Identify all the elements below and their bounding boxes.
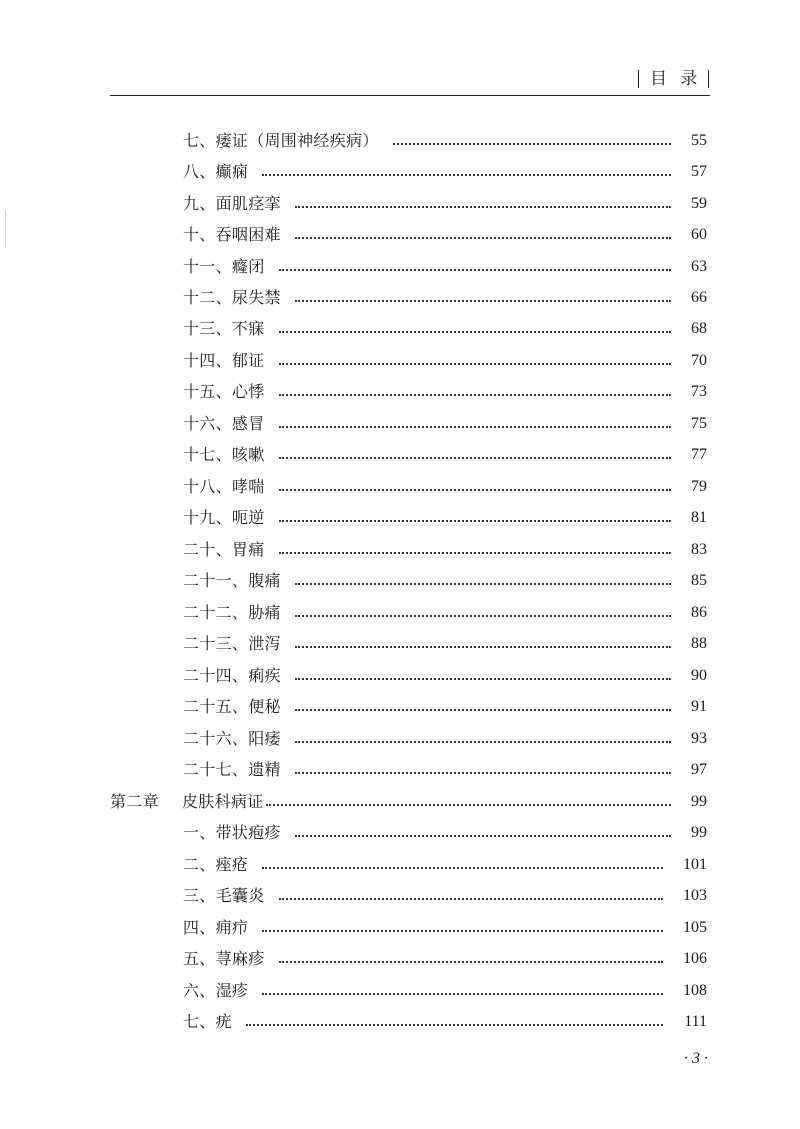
toc-entry-page: 91: [691, 698, 707, 715]
toc-entry-page: 70: [691, 352, 707, 369]
toc-entry-label: 十七、咳嗽: [183, 445, 265, 464]
toc-entry[interactable]: [183, 380, 707, 404]
toc-leader-dots: [262, 993, 663, 995]
toc-entry-page: 111: [684, 1013, 707, 1030]
toc-leader-dots: [295, 835, 671, 837]
toc-entry-label: 十二、尿失禁: [183, 288, 281, 307]
toc-entry-label: 二十七、遗精: [183, 760, 281, 779]
toc-entry[interactable]: [183, 475, 707, 499]
toc-entry[interactable]: [183, 853, 707, 877]
toc-entry-label: 三、毛囊炎: [183, 886, 265, 905]
toc-entry-page: 101: [683, 856, 707, 873]
toc-entry[interactable]: [183, 695, 707, 719]
toc-entry-label: 十五、心悸: [183, 382, 265, 401]
toc-entry[interactable]: [183, 947, 707, 971]
toc-leader-dots: [295, 741, 671, 743]
toc-leader-dots: [279, 520, 671, 522]
toc-entry-label: 十一、癃闭: [183, 257, 265, 276]
toc-entry[interactable]: [183, 160, 707, 184]
toc-entry-label: 十八、哮喘: [183, 477, 265, 496]
toc-entry-label: 十六、感冒: [183, 414, 265, 433]
chapter-page: 99: [691, 793, 707, 810]
toc-entry[interactable]: [183, 223, 707, 247]
chapter-title: 皮肤科病证: [182, 792, 264, 811]
toc-entry-label: 六、湿疹: [183, 981, 249, 1000]
toc-entry-page: 93: [691, 730, 707, 747]
toc-leader-dots: [295, 646, 671, 648]
toc-entry-page: 73: [691, 383, 707, 400]
toc-entry-page: 75: [691, 415, 707, 432]
toc-entry[interactable]: [183, 538, 707, 562]
toc-entry-label: 二、痤疮: [183, 855, 249, 874]
toc-leader-dots: [262, 930, 663, 932]
toc-leader-dots: [295, 709, 671, 711]
toc-leader-dots: [279, 489, 671, 491]
toc-entry[interactable]: [183, 1010, 707, 1034]
toc-entry-page: 90: [691, 667, 707, 684]
toc-entry-page: 105: [683, 919, 707, 936]
toc-entry[interactable]: [183, 317, 707, 341]
toc-entry-page: 77: [691, 446, 707, 463]
toc-entry[interactable]: [183, 569, 707, 593]
toc-leader-dots: [279, 331, 671, 333]
toc-entry[interactable]: [183, 916, 707, 940]
toc-entry[interactable]: [183, 601, 707, 625]
header-title: 目 录: [650, 69, 702, 89]
toc-leader-dots: [279, 269, 671, 271]
toc-entry-label: 七、疣: [183, 1012, 232, 1031]
toc-entry-label: 八、癫痫: [183, 162, 249, 181]
toc-entry[interactable]: [183, 632, 707, 656]
toc-entry-label: 七、痿证（周围神经疾病）: [183, 131, 379, 150]
toc-entry-label: 二十四、痢疾: [183, 666, 281, 685]
toc-leader-dots: [262, 867, 663, 869]
toc-entry-page: 57: [691, 163, 707, 180]
toc-leader-dots: [295, 772, 671, 774]
toc-leader-dots: [295, 206, 671, 208]
toc-entry-page: 63: [691, 258, 707, 275]
toc-entry[interactable]: [183, 349, 707, 373]
toc-entry-page: 97: [691, 761, 707, 778]
toc-entry-label: 二十三、泄泻: [183, 634, 281, 653]
toc-entry[interactable]: [183, 758, 707, 782]
toc-leader-dots: [279, 426, 671, 428]
toc-entry[interactable]: [183, 979, 707, 1003]
toc-leader-dots: [295, 237, 671, 239]
toc-leader-dots: [295, 615, 671, 617]
toc-entry-label: 二十五、便秘: [183, 697, 281, 716]
toc-leader-dots: [295, 678, 671, 680]
toc-entry-label: 四、痈疖: [183, 918, 249, 937]
toc-entry-page: 79: [691, 478, 707, 495]
toc-entry[interactable]: [183, 506, 707, 530]
toc-entry[interactable]: [183, 286, 707, 310]
toc-leader-dots: [295, 300, 671, 302]
toc-leader-dots: [279, 961, 663, 963]
toc-entry-page: 106: [683, 950, 707, 967]
toc-entry-page: 59: [691, 195, 707, 212]
toc-entry[interactable]: [183, 884, 707, 908]
toc-chapter-entry[interactable]: [110, 790, 707, 814]
toc-entry-label: 十三、不寐: [183, 319, 265, 338]
toc-entry[interactable]: [183, 821, 707, 845]
toc-leader-dots: [279, 363, 671, 365]
toc-entry-page: 55: [691, 132, 707, 149]
toc-entry-page: 103: [683, 887, 707, 904]
toc-leader-dots: [262, 174, 671, 176]
toc-leader-dots: [295, 583, 671, 585]
toc-leader-dots: [393, 143, 671, 145]
chapter-number: 第二章: [110, 792, 159, 811]
toc-entry-page: 66: [691, 289, 707, 306]
toc-leader-dots: [279, 457, 671, 459]
toc-entry-page: 88: [691, 635, 707, 652]
toc-entry-label: 十、吞咽困难: [183, 225, 281, 244]
toc-entry-label: 二十六、阳痿: [183, 729, 281, 748]
toc-entry-label: 九、面肌痉挛: [183, 194, 281, 213]
toc-entry-label: 十四、郁证: [183, 351, 265, 370]
toc-entry-page: 81: [691, 509, 707, 526]
toc-entry-label: 二十、胃痛: [183, 540, 265, 559]
toc-leader-dots: [246, 1024, 663, 1026]
toc-entry[interactable]: [183, 443, 707, 467]
toc-entry-label: 五、荨麻疹: [183, 949, 265, 968]
toc-leader-dots: [279, 552, 671, 554]
toc-entry-page: 83: [691, 541, 707, 558]
toc-entry[interactable]: [183, 129, 707, 153]
toc-entry-page: 85: [691, 572, 707, 589]
toc-entry[interactable]: [183, 255, 707, 279]
toc-entry-label: 十九、呃逆: [183, 508, 265, 527]
toc-entry-page: 86: [691, 604, 707, 621]
toc-leader-dots: [266, 804, 671, 806]
toc-entry[interactable]: [183, 412, 707, 436]
toc-entry[interactable]: [183, 192, 707, 216]
toc-leader-dots: [279, 394, 671, 396]
toc-entry-label: 一、带状疱疹: [183, 823, 281, 842]
toc-entry-page: 60: [691, 226, 707, 243]
toc-leader-dots: [279, 898, 663, 900]
toc-entry-page: 68: [691, 320, 707, 337]
page-number: · 3 ·: [684, 1050, 708, 1067]
toc-entry-label: 二十二、胁痛: [183, 603, 281, 622]
toc-entry[interactable]: [183, 664, 707, 688]
toc-entry-page: 99: [691, 824, 707, 841]
toc-entry-label: 二十一、腹痛: [183, 571, 281, 590]
toc-entry-page: 108: [683, 982, 707, 999]
toc-entry[interactable]: [183, 727, 707, 751]
